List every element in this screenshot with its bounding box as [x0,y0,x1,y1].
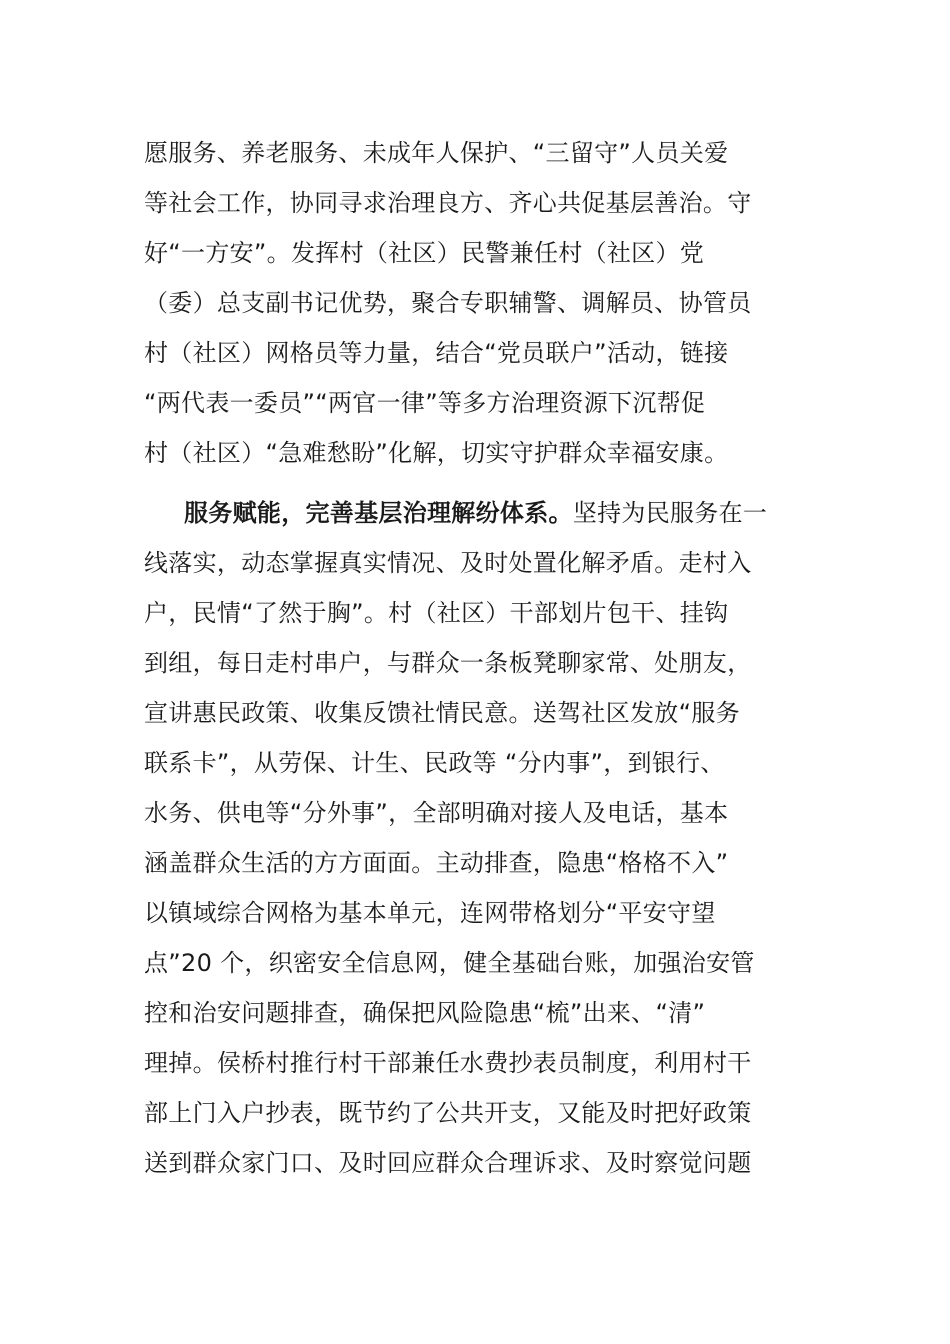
paragraph-heading: 服务赋能，完善基层治理解纷体系。 [184,499,573,527]
paragraph-line: 送到群众家门口、及时回应群众合理诉求、及时察觉问题 [144,1149,752,1177]
paragraph-line: 村（社区）“急难愁盼”化解，切实守护群众幸福安康。 [144,439,729,467]
paragraph-line: （委）总支副书记优势，聚合专职辅警、调解员、协管员 [144,289,752,317]
paragraph-1 [144,128,814,478]
paragraph-first-line [144,488,814,538]
paragraph-line: 线落实，动态掌握真实情况、及时处置化解矛盾。走村入 [144,549,752,577]
paragraph-line: 涵盖群众生活的方方面面。主动排查，隐患“格格不入” [144,849,729,877]
paragraph-line: 联系卡”，从劳保、计生、民政等 “分内事”，到银行、 [144,749,725,777]
paragraph-line: 到组，每日走村串户，与群众一条板凳聊家常、处朋友， [144,649,752,677]
paragraph-first-line-text: 坚持为民服务在一 [572,499,768,527]
paragraph-line: 宣讲惠民政策、收集反馈社情民意。送驾社区发放“服务 [144,699,740,727]
paragraph-line: 好“一方安”。发挥村（社区）民警兼任村（社区）党 [144,239,705,267]
paragraph-line: 愿服务、养老服务、未成年人保护、“三留守”人员关爱 [144,139,729,167]
paragraph-line: “两代表一委员”“两官一律”等多方治理资源下沉帮促 [144,389,706,417]
paragraph-line: 村（社区）网格员等力量，结合“党员联户”活动，链接 [144,339,729,367]
paragraph-line: 水务、供电等“分外事”，全部明确对接人及电话，基本 [144,799,729,827]
paragraph-line: 户，民情“了然于胸”。村（社区）干部划片包干、挂钩 [144,599,729,627]
paragraph-2 [144,488,814,1188]
paragraph-line: 理掉。侯桥村推行村干部兼任水费抄表员制度，利用村干 [144,1049,752,1077]
paragraph-line: 等社会工作，协同寻求治理良方、齐心共促基层善治。守 [144,189,752,217]
paragraph-line: 部上门入户抄表，既节约了公共开支，又能及时把好政策 [144,1099,752,1127]
paragraph-line: 以镇域综合网格为基本单元，连网带格划分“平安守望 [144,899,716,927]
paragraph-line: 点”20 个，织密安全信息网，健全基础台账，加强治安管 [144,949,755,977]
paragraph-line: 控和治安问题排查，确保把风险隐患“梳”出来、“清” [144,999,706,1027]
